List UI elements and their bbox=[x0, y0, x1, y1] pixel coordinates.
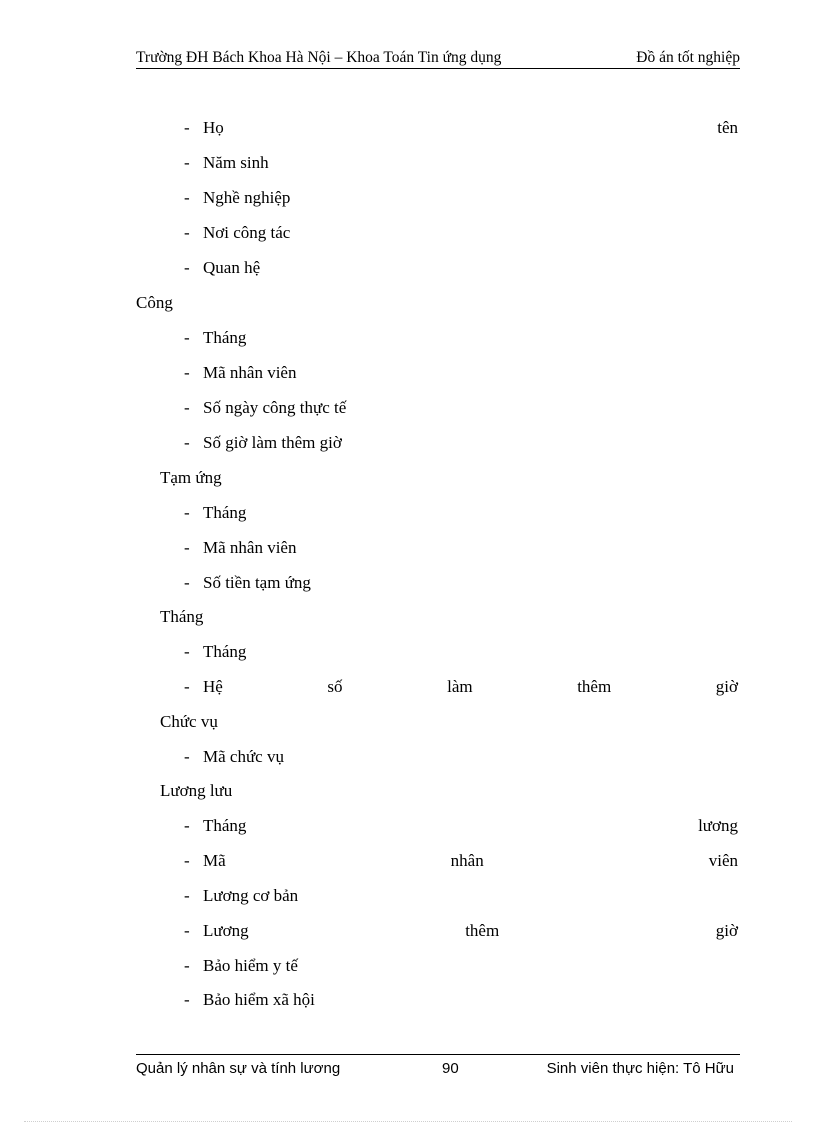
bullet-dash: - bbox=[184, 537, 190, 557]
list-item bbox=[184, 397, 738, 419]
section-heading: Chức vụ bbox=[160, 712, 218, 731]
list-item-text bbox=[203, 641, 738, 663]
list-item-word: Mã bbox=[203, 850, 226, 870]
bullet-dash: - bbox=[184, 746, 190, 766]
list-item-text bbox=[203, 397, 738, 419]
list-item-word: Bảo hiểm y tế bbox=[203, 955, 298, 975]
list-item-word: Lương cơ bản bbox=[203, 885, 299, 905]
bullet-dash: - bbox=[184, 432, 190, 452]
list-item-text bbox=[203, 152, 738, 174]
list-item-text bbox=[203, 537, 738, 559]
bullet-dash: - bbox=[184, 152, 190, 172]
list-item-word: giờ bbox=[715, 920, 738, 940]
list-item-word: Năm sinh bbox=[203, 152, 269, 172]
bullet-dash: - bbox=[184, 362, 190, 382]
bullet-dash: - bbox=[184, 397, 190, 417]
list-item-text bbox=[203, 432, 738, 454]
list-item-word: Tháng bbox=[203, 502, 247, 522]
bullet-dash: - bbox=[184, 990, 190, 1010]
list-item-text bbox=[203, 920, 738, 942]
list-item bbox=[184, 746, 738, 768]
bullet-dash: - bbox=[184, 850, 190, 870]
bullet-dash: - bbox=[184, 641, 190, 661]
list-item-word: lương bbox=[698, 815, 738, 835]
list-item-text bbox=[203, 502, 738, 524]
list-item-text bbox=[203, 850, 738, 872]
list-item bbox=[184, 676, 738, 698]
list-item-text bbox=[203, 187, 738, 209]
list-item bbox=[184, 572, 738, 594]
page-footer bbox=[136, 1054, 740, 1079]
page-edge-divider bbox=[24, 1121, 792, 1122]
list-item-text bbox=[203, 746, 738, 768]
list-item-word: Họ bbox=[203, 118, 224, 137]
list-item-text bbox=[203, 257, 738, 279]
bullet-dash: - bbox=[184, 676, 190, 696]
list-item bbox=[184, 257, 738, 279]
list-item bbox=[184, 117, 738, 139]
list-item-word: Lương bbox=[203, 920, 249, 940]
section-heading: Tháng bbox=[160, 607, 204, 626]
bullet-dash: - bbox=[184, 327, 190, 347]
bullet-dash: - bbox=[184, 257, 190, 277]
list-item-word: Số ngày công thực tế bbox=[203, 397, 347, 417]
list-item-text bbox=[203, 989, 738, 1011]
list-item bbox=[184, 955, 738, 977]
bullet-dash: - bbox=[184, 815, 190, 835]
list-item-word: Số tiền tạm ứng bbox=[203, 572, 311, 592]
list-item-text bbox=[203, 676, 738, 698]
bullet-dash: - bbox=[184, 572, 190, 592]
bullet-dash: - bbox=[184, 885, 190, 905]
list-item-word: thêm bbox=[577, 676, 612, 696]
list-item-text bbox=[203, 815, 738, 837]
list-item-word: thêm bbox=[465, 920, 500, 940]
list-item-word: nhân bbox=[450, 850, 484, 870]
bullet-dash: - bbox=[184, 118, 190, 137]
list-item-text bbox=[203, 572, 738, 594]
section-heading: Công bbox=[136, 293, 173, 312]
list-item bbox=[184, 815, 738, 837]
list-item bbox=[184, 920, 738, 942]
list-item-word: tên bbox=[717, 118, 738, 137]
list-item-word: giờ bbox=[715, 676, 738, 696]
list-item-text bbox=[203, 885, 738, 907]
list-item-word: Hệ bbox=[203, 676, 223, 696]
list-item bbox=[184, 885, 738, 907]
list-item-word: Bảo hiểm xã hội bbox=[203, 990, 315, 1010]
list-item-word: làm bbox=[447, 676, 473, 696]
list-item-word: Số giờ làm thêm giờ bbox=[203, 432, 342, 452]
page-number: 90 bbox=[442, 1060, 459, 1077]
list-item-text bbox=[203, 222, 738, 244]
section-heading: Tạm ứng bbox=[160, 468, 222, 487]
list-item-text bbox=[203, 327, 738, 349]
bullet-dash: - bbox=[184, 955, 190, 975]
list-item bbox=[184, 537, 738, 559]
list-item-word: Quan hệ bbox=[203, 257, 261, 277]
list-item bbox=[184, 432, 738, 454]
list-item-word: Mã chức vụ bbox=[203, 746, 284, 766]
list-item-word: Nơi công tác bbox=[203, 222, 291, 242]
list-item-word: Nghề nghiệp bbox=[203, 187, 291, 207]
header-institution: Trường ĐH Bách Khoa Hà Nội – Khoa Toán Tin ứng dụng bbox=[136, 49, 502, 66]
footer-title: Quản lý nhân sự và tính lương bbox=[136, 1060, 341, 1077]
list-item-word: Mã nhân viên bbox=[203, 537, 297, 557]
list-item-word: viên bbox=[708, 850, 738, 870]
bullet-dash: - bbox=[184, 222, 190, 242]
list-item-word: Mã nhân viên bbox=[203, 362, 297, 382]
section-heading: Lương lưu bbox=[160, 781, 233, 800]
list-item bbox=[184, 641, 738, 663]
list-item-text bbox=[203, 362, 738, 384]
list-item-text bbox=[203, 117, 738, 139]
footer-author: Sinh viên thực hiện: Tô Hữu bbox=[546, 1060, 734, 1077]
list-item-word: Tháng bbox=[203, 815, 247, 835]
list-item bbox=[184, 327, 738, 349]
bullet-dash: - bbox=[184, 502, 190, 522]
list-item-text bbox=[203, 955, 738, 977]
list-item bbox=[184, 187, 738, 209]
list-item bbox=[184, 152, 738, 174]
list-item bbox=[184, 222, 738, 244]
header-doc-type: Đồ án tốt nghiệp bbox=[636, 49, 740, 66]
list-item-word: Tháng bbox=[203, 327, 247, 347]
list-item bbox=[184, 850, 738, 872]
list-item-word: số bbox=[327, 676, 343, 696]
list-item bbox=[184, 989, 738, 1011]
list-item-word: Tháng bbox=[203, 641, 247, 661]
list-item bbox=[184, 502, 738, 524]
bullet-dash: - bbox=[184, 920, 190, 940]
bullet-dash: - bbox=[184, 187, 190, 207]
list-item bbox=[184, 362, 738, 384]
